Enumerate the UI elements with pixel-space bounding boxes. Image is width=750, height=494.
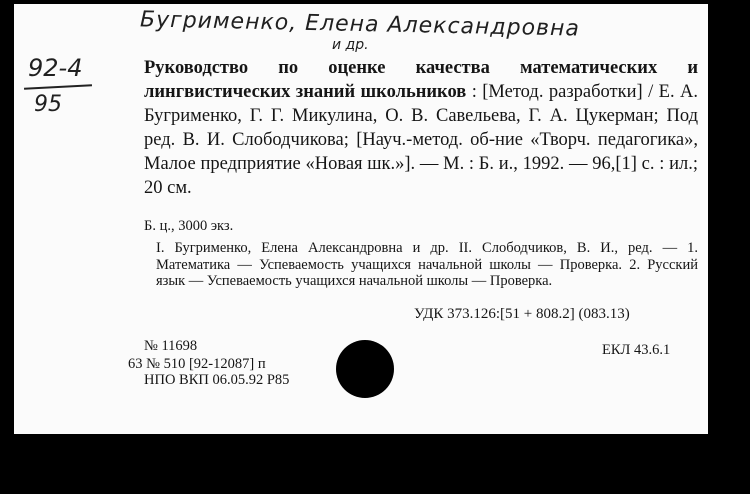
handwritten-et-al: и др.	[332, 37, 369, 53]
catalog-card	[14, 4, 708, 434]
shelf-mark-top: 92-4	[28, 54, 83, 82]
order-number: 63 № 510 [92-12087] п	[128, 356, 266, 372]
bibliographic-description	[118, 56, 698, 200]
description-body: : [Метод. разработки] / Е. А. Бугрименко, Г. Г. Микулина, О. В. Савельева, Г. А. Цукерман; Под ред. В. И. Слободчикова; [Науч.-метод. об-ние «Творч. педагогика», Малое предприятие «Новая шк.»]. — М. : Б. и., 1992. — 96,[1] с. : ил.; 20 см.	[144, 82, 698, 198]
tracing-subjects	[128, 240, 698, 290]
book-title: Руководство по оценке качества математических и лингвистических знаний школьников	[144, 58, 698, 102]
handwritten-author: Бугрименко, Елена Александровна	[139, 7, 581, 42]
shelf-mark-bottom: 95	[34, 92, 62, 117]
card-punch-hole	[336, 340, 394, 398]
udc-code: УДК 373.126:[51 + 808.2] (083.13)	[414, 306, 630, 322]
ekl-code: ЕКЛ 43.6.1	[602, 342, 671, 358]
price-and-print-run: Б. ц., 3000 экз.	[144, 218, 234, 234]
shelf-mark-divider	[24, 84, 92, 90]
registration-number: № 11698	[144, 338, 198, 354]
printer-info: НПО ВКП 06.05.92 Р85	[144, 372, 290, 388]
tracing-text: I. Бугрименко, Елена Александровна и др. II. Слободчиков, В. И., ред. — 1. Математика — Успеваемость учащихся начальной школы — Проверка. 2. Русский язык — Успеваемость учащихся начальной школы — Проверка.	[156, 240, 698, 289]
